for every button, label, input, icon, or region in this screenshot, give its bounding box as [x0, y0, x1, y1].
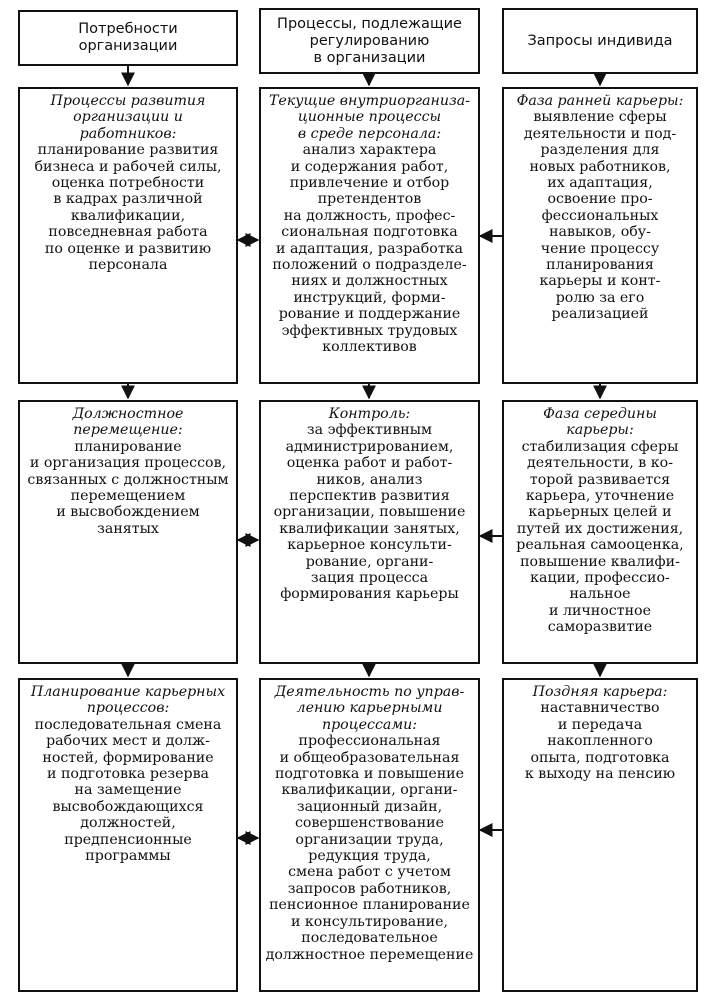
box-body: стабилизация сферы деятельности, в ко- торой развивается карьера, уточнение карьерных целей и путей их достижения, реальная самооценка, повышение квалифи- кации, профессио- нальное и личностное саморазвитие — [516, 438, 684, 636]
box-control — [259, 400, 480, 664]
header-organization-needs-text: Потребности организации — [78, 21, 178, 54]
box-career-management — [259, 678, 480, 992]
box-body: за эффективным администрированием, оценка работ и работ- ников, анализ перспектив развития организации, повышение квалификации занятых, карьерное консульти- рование, органи- зация процесса формирования карьеры — [273, 422, 466, 603]
box-body: планирование развития бизнеса и рабочей силы, оценка потребности в кадрах различной квалификации, повседневная работа по оценке и развитию персонала — [34, 142, 222, 274]
box-career-planning — [18, 678, 238, 992]
box-title: Фаза середины карьеры: — [543, 406, 657, 439]
box-title: Планирование карьерных процессов: — [30, 684, 226, 717]
box-body: наставничество и передача накопленного опыта, подготовка к выходу на пенсию — [524, 700, 676, 783]
box-body: профессиональная и общеобразовательная подготовка и повышение квалификации, органи- зационный дизайн, совершенствование организации труда, редукция труда, смена работ с учетом запросов работников, пенсионное планирование и консультирование, последовательное должностное перемещение — [265, 733, 474, 963]
header-individual-requests-text: Запросы индивида — [527, 32, 673, 49]
box-body: последовательная смена рабочих мест и долж- ностей, формирование и подготовка резерва на замещение высвобождающихся должностей, предпенсионные программы — [34, 716, 222, 865]
box-late-career — [502, 678, 698, 992]
box-body: планирование и организация процессов, связанных с должностным перемещением и высвобождением занятых — [27, 438, 229, 537]
box-title: Процессы развития организации и работников: — [50, 93, 206, 142]
box-mid-career — [502, 400, 698, 664]
box-body: анализ характера и содержания работ, привлечение и отбор претендентов на должность, профес- сиональная подготовка и адаптация, разработка положений о подразделе- ниях и должностных инструкций, форми- рование и поддержание эффективных трудовых коллективов — [272, 142, 467, 356]
box-job-movement — [18, 400, 238, 664]
header-regulated-processes-text: Процессы, подлежащие регулированию в организации — [277, 15, 462, 66]
box-title: Текущие внутриорганиза- ционные процессы в среде персонала: — [268, 93, 471, 142]
box-title: Фаза ранней карьеры: — [516, 93, 684, 109]
header-regulated-processes — [259, 8, 480, 74]
box-title: Поздняя карьера: — [532, 684, 668, 700]
box-early-career — [502, 87, 698, 384]
header-individual-requests — [502, 8, 698, 74]
header-organization-needs — [18, 10, 238, 66]
box-development-processes — [18, 87, 238, 384]
box-current-processes — [259, 87, 480, 384]
box-body: выявление сферы деятельности и под- разделения для новых работников, их адаптация, освоение про- фессиональных навыков, обу- чение процессу планирования карьеры и конт- ролю за его реализацией — [523, 109, 677, 323]
box-title: Деятельность по управ- лению карьерными процессами: — [274, 684, 465, 733]
box-title: Контроль: — [328, 406, 411, 422]
box-title: Должностное перемещение: — [72, 406, 184, 439]
